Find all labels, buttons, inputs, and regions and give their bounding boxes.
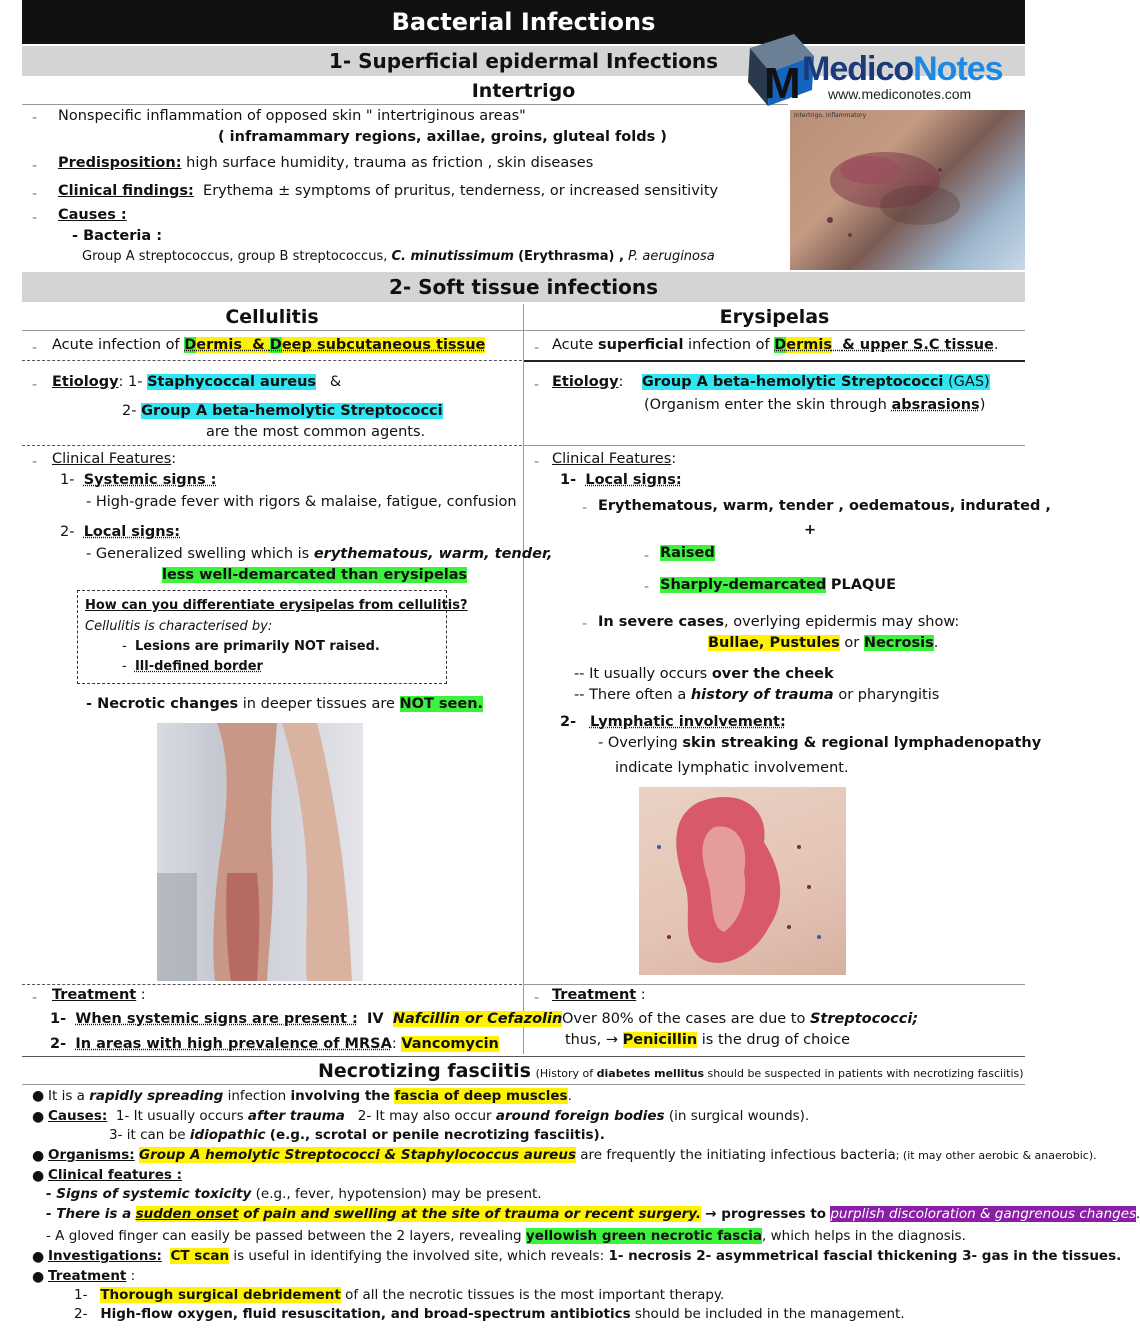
cellulitis-local-text: - Generalized swelling which is erythematous, warm, tender, xyxy=(86,546,553,562)
cellulitis-photo xyxy=(157,723,363,981)
necrotizing-treatment-1: 1- Thorough surgical debridement of all the necrotic tissues is the most important therapy. xyxy=(74,1287,725,1303)
necrotizing-definition: It is a rapidly spreading infection involving the fascia of deep muscles. xyxy=(48,1088,572,1104)
erysipelas-clinical-features: Clinical Features: xyxy=(552,451,677,467)
erysipelas-etiology: Etiology: Group A beta-hemolytic Streptococci (GAS) xyxy=(552,374,990,390)
page-title: Bacterial Infections xyxy=(22,0,1025,44)
logo-wordmark: MedicoNotes xyxy=(802,50,1003,88)
svg-text:M: M xyxy=(764,59,801,108)
erysipelas-severe: In severe cases, overlying epidermis may show: xyxy=(598,614,960,630)
cellulitis-etiology-1: Etiology: 1- Staphycoccal aureus & xyxy=(52,374,342,390)
note-page: Bacterial Infections 1- Superficial epidermal Infections Intertrigo M MedicoNotes www.mediconotes.com Intertrigo, inflammatory - Nonspecific inflammation of opposed skin " intertriginous areas" ( inframammary regions, axillae, groins, gluteal folds ) - Predisposition: high surface humidity, trauma as friction , skin diseases - Clinical findings: Erythema ± symptoms of pruritus, tenderness, or increased sensitivity - Causes : - Bacteria : Group A streptococcus, group B streptococcus, C. minutissimum (Erythrasma) , P. aeruginosa 2- Soft tissue infections Cellulitis Erysipelas - Acute infection of Dermis & Deep subcutaneous tissue - Etiology: 1- Staphycoccal aureus & 2- Group A beta-hemolytic Streptococci are the most common agents. - Clinical Features: 1- Systemic signs : - High-grade fever with rigors & malaise, fatigue, confusion 2- Local signs: - Generalized swelling which is erythematous, warm, tender, less well-demarcated than erysipelas How can you differentiate erysipelas from cellulitis? Cellulitis is characterised by: - Lesions are primarily NOT raised. - Ill-defined border - Necrotic changes in deeper tissues are NOT seen. - Treatment : 1- When systemic signs are present : IV Nafcillin or Cefazolin 2- In areas with high prevalence of MRSA: Vancomycin - Acute superficial infection of Dermis & upper S.C tissue. - Etiology: Group A beta-hemolytic Streptococci (GAS) (Organism enter the skin through absrasions) - Clinical Features: 1- Local signs: - Erythematous, warm, tender , oedematous, indurated , + - Raised - Sharply-demarcated PLAQUE - In severe cases, overlying epidermis may show: Bullae, Pustules or Necrosis. -- It usually occurs over the cheek -- There often a history of trauma or pharyngitis 2- Lymphatic involvement: - Overlying skin streaking & regional lymphadenopathy indicate lymphatic involvement. - Treatment : Over 80% of the cases are due to Streptococci; thus, → Penicillin is the drug of choice Necrotizing fasciitis (History of diabetes mellitus should be suspected in patients with necrotizing fasciitis) ● It is a rapidly spreading infection involving the fascia of deep muscles. ● Causes: 1- It usually occurs after trauma 2- It may also occur around foreign bodies (in surgical wounds). 3- it can be idiopathic (e.g., scrotal or penile necrotizing fasciitis). ● Organisms: Group A hemolytic Streptococci & Staphylococcus aureus are frequently the initiating infectious bacteria; (it may other aerobic & anaerobic). ● Clinical features : - Signs of systemic toxicity (e.g., fever, hypotension) may be present. - There is a sudden onset of pain and swelling at the site of trauma or recent surgery. → progresses to purplish discoloration & gangrenous changes. - A gloved finger can easily be passed between the 2 layers, revealing yellowish green necrotic fascia, which helps in the diagnosis. ● Investigations: CT scan is useful in identifying the involved site, which reveals: 1- necrosis 2- asymmetrical fascial thickening 3- gas in the tissues. ● Treatment : 1- Thorough surgical debridement of all the necrotic tissues is the most important therapy. 2- High-flow oxygen, fluid resuscitation, and broad-spectrum antibiotics should be included in the management. xyxy=(22,0,1025,1335)
erysipelas-trauma: -- There often a history of trauma or pharyngitis xyxy=(574,687,940,703)
erysipelas-treatment-2: thus, → Penicillin is the drug of choice xyxy=(565,1032,851,1048)
erysipelas-lymph-text: - Overlying skin streaking & regional lymphadenopathy xyxy=(598,735,1042,751)
necrotizing-cf-1: - Signs of systemic toxicity (e.g., fever, hypotension) may be present. xyxy=(46,1186,542,1202)
intertrigo-areas: ( inframammary regions, axillae, groins, gluteal folds ) xyxy=(218,129,667,145)
intertrigo-definition: Nonspecific inflammation of opposed skin " intertriginous areas" xyxy=(58,108,526,124)
erysipelas-photo xyxy=(639,787,846,975)
cellulitis-definition: Acute infection of Dermis & Deep subcutaneous tissue xyxy=(52,337,486,353)
diff-question: How can you differentiate erysipelas from cellulitis? xyxy=(85,598,468,613)
intertrigo-heading: Intertrigo xyxy=(471,80,576,102)
cellulitis-local-signs: 2- Local signs: xyxy=(60,524,181,540)
necrotizing-causes: Causes: 1- It usually occurs after trauma 2- It may also occur around foreign bodies (in surgical wounds). xyxy=(48,1108,810,1124)
bacteria-list: Group A streptococcus, group B streptococcus, C. minutissimum (Erythrasma) , P. aeruginosa xyxy=(82,249,715,264)
erysipelas-plus: + xyxy=(804,522,817,538)
necrotizing-treatment-label: Treatment : xyxy=(48,1268,136,1284)
cellulitis-etiology-2: 2- Group A beta-hemolytic Streptococci xyxy=(122,403,443,419)
erysipelas-heading: Erysipelas xyxy=(719,306,830,328)
cellulitis-systemic-signs: 1- Systemic signs : xyxy=(60,472,217,488)
cellulitis-heading: Cellulitis xyxy=(225,306,319,328)
erysipelas-severe-findings: Bullae, Pustules or Necrosis. xyxy=(708,635,939,651)
erysipelas-local-signs: 1- Local signs: xyxy=(560,472,682,488)
cellulitis-clinical-features: Clinical Features: xyxy=(52,451,177,467)
erysipelas-rash-graphic xyxy=(639,787,846,975)
necrotizing-investigations: Investigations: CT scan is useful in identifying the involved site, which reveals: 1- necrosis 2- asymmetrical fascial thickening 3- gas in the tissues. xyxy=(48,1248,1122,1264)
diff-item-1: - Lesions are primarily NOT raised. xyxy=(122,639,380,654)
erysipelas-cheek: -- It usually occurs over the cheek xyxy=(574,666,834,682)
cellulitis-treatment-1: 1- When systemic signs are present : IV Nafcillin or Cefazolin xyxy=(50,1011,563,1027)
section1-heading: 1- Superficial epidermal Infections xyxy=(22,46,1025,76)
erysipelas-lymph-indicate: indicate lymphatic involvement. xyxy=(615,760,849,776)
cellulitis-etiology-3: are the most common agents. xyxy=(206,424,426,440)
intertrigo-photo-caption: Intertrigo, inflammatory xyxy=(794,112,867,119)
necrotizing-heading: Necrotizing fasciitis (History of diabetes mellitus should be suspected in patients with necrotizing fasciitis) xyxy=(318,1060,1024,1082)
cellulitis-legs-graphic xyxy=(157,723,363,981)
cellulitis-necrotic: - Necrotic changes in deeper tissues are NOT seen. xyxy=(86,696,484,712)
diff-intro: Cellulitis is characterised by: xyxy=(85,619,273,634)
erysipelas-lymphatic: 2- Lymphatic involvement: xyxy=(560,714,786,730)
logo-url: www.mediconotes.com xyxy=(828,86,972,102)
intertrigo-lesion-graphic xyxy=(790,110,1025,270)
erysipelas-treatment-1: Over 80% of the cases are due to Streptococci; xyxy=(562,1011,919,1027)
erysipelas-definition: Acute superficial infection of Dermis & upper S.C tissue. xyxy=(552,337,999,353)
necrotizing-cf-label: Clinical features : xyxy=(48,1167,182,1183)
predisposition-line: Predisposition: high surface humidity, trauma as friction , skin diseases xyxy=(58,155,594,171)
erysipelas-etiology-note: (Organism enter the skin through absrasions) xyxy=(644,397,986,413)
erysipelas-treatment-label: Treatment : xyxy=(552,987,646,1003)
necrotizing-cf-3: - A gloved finger can easily be passed between the 2 layers, revealing yellowish green necrotic fascia, which helps in the diagnosis. xyxy=(46,1228,966,1244)
necrotizing-organisms: Organisms: Group A hemolytic Streptococci & Staphylococcus aureus are frequently the initiating infectious bacteria; (it may other aerobic & anaerobic). xyxy=(48,1147,1097,1163)
necrotizing-cf-2: - There is a sudden onset of pain and swelling at the site of trauma or recent surgery. → progresses to purplish discoloration & gangrenous changes. xyxy=(46,1206,1140,1222)
necrotizing-treatment-2: 2- High-flow oxygen, fluid resuscitation, and broad-spectrum antibiotics should be included in the management. xyxy=(74,1306,905,1322)
cellulitis-treatment-2: 2- In areas with high prevalence of MRSA: Vancomycin xyxy=(50,1036,499,1052)
diff-item-2: - Ill-defined border xyxy=(122,659,263,674)
necrotizing-causes-3: 3- it can be idiopathic (e.g., scrotal or penile necrotizing fasciitis). xyxy=(109,1127,605,1143)
causes-label: Causes : xyxy=(58,207,127,223)
section2-heading: 2- Soft tissue infections xyxy=(22,272,1025,302)
clinical-findings-line: Clinical findings: Erythema ± symptoms of pruritus, tenderness, or increased sensitivity xyxy=(58,183,719,199)
cellulitis-local-demarcation: less well-demarcated than erysipelas xyxy=(162,567,468,583)
cellulitis-treatment-label: Treatment : xyxy=(52,987,146,1003)
cellulitis-systemic-text: - High-grade fever with rigors & malaise, fatigue, confusion xyxy=(86,494,517,510)
erysipelas-sharply-demarcated: Sharply-demarcated PLAQUE xyxy=(660,577,897,593)
erysipelas-raised: Raised xyxy=(660,545,715,561)
mediconotes-logo xyxy=(742,26,1025,108)
intertrigo-photo xyxy=(790,110,1025,270)
bacteria-label: - Bacteria : xyxy=(72,228,163,244)
erysipelas-local-text: Erythematous, warm, tender , oedematous, indurated , xyxy=(598,498,1051,514)
